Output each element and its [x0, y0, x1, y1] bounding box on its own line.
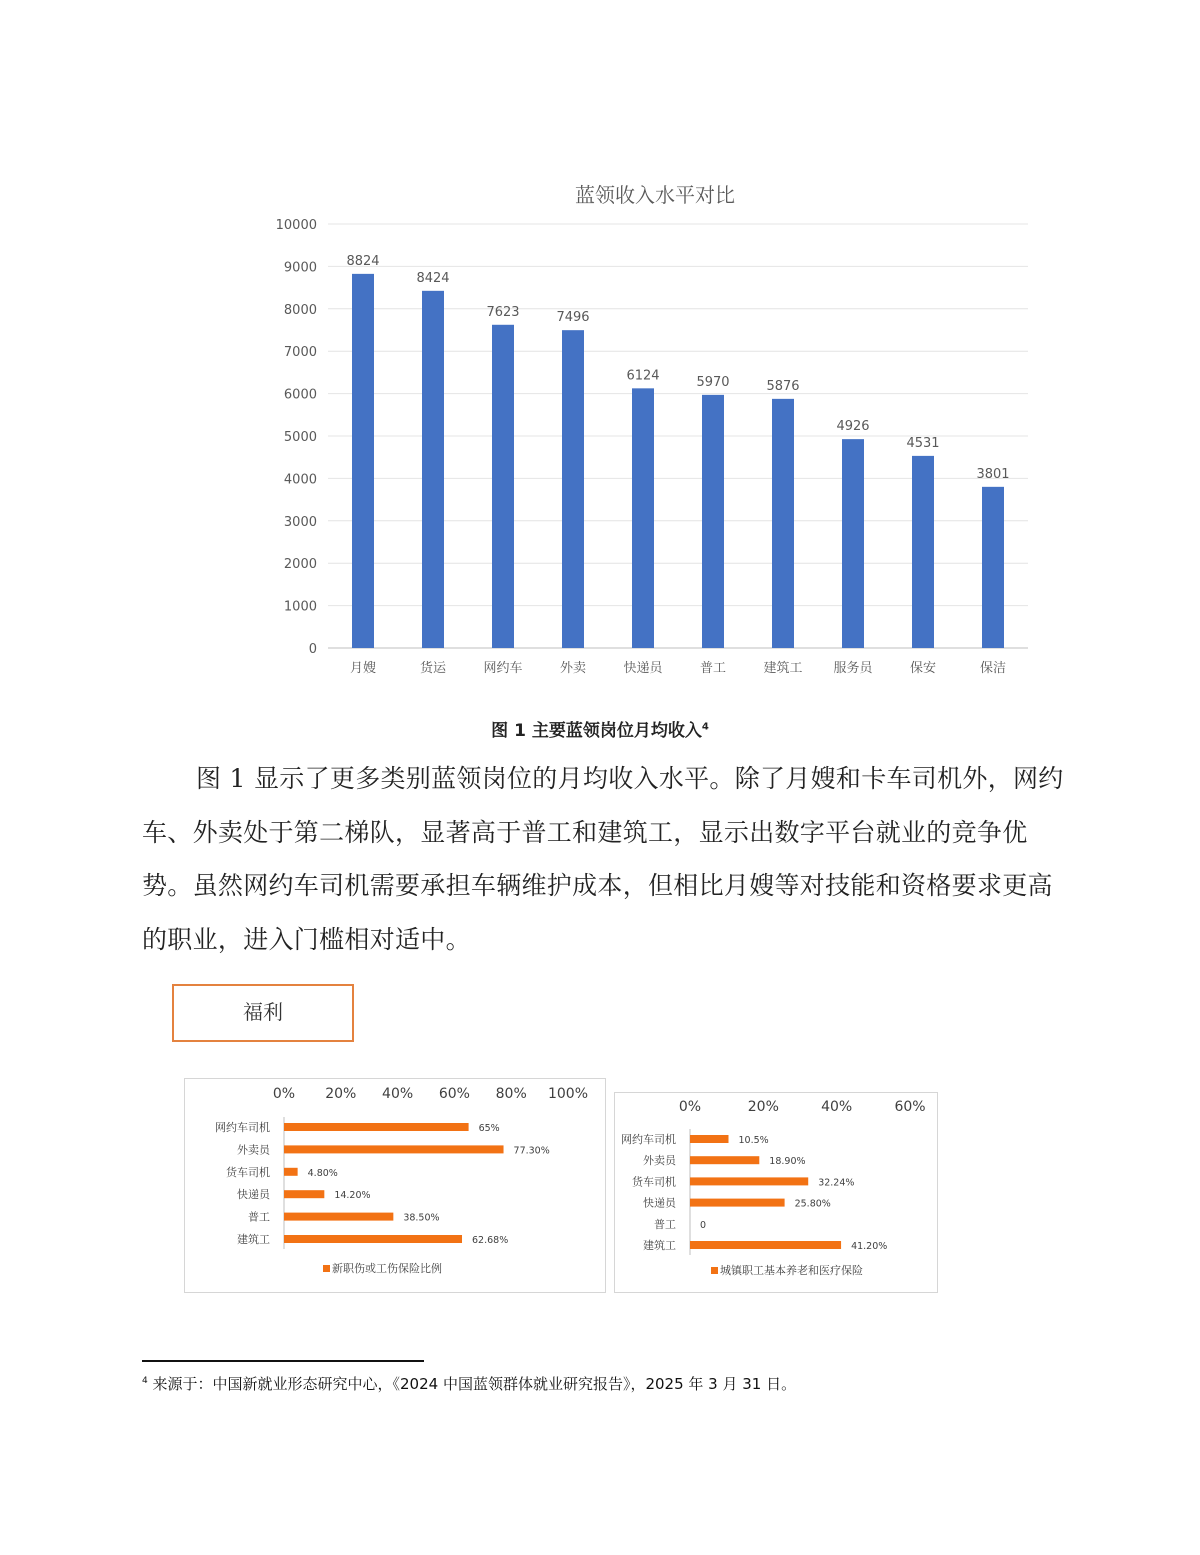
x-tick-label: 建筑工 [763, 661, 803, 676]
figure-caption [0, 716, 1200, 741]
pension-medical-chart [614, 1092, 938, 1293]
x-tick-label: 60% [894, 1099, 926, 1115]
y-tick-label: 1000 [283, 599, 317, 615]
x-tick-label: 20% [325, 1086, 357, 1102]
category-label: 网约车司机 [621, 1133, 676, 1146]
footnote [142, 1373, 796, 1394]
category-label: 货车司机 [632, 1175, 676, 1189]
legend-swatch [323, 1265, 330, 1272]
bar [690, 1241, 841, 1249]
bar [284, 1123, 469, 1131]
legend-label: 新职伤或工伤保险比例 [332, 1262, 442, 1275]
bar [284, 1168, 298, 1176]
bar [284, 1235, 462, 1243]
category-label: 货车司机 [226, 1165, 270, 1179]
data-label: 32.24% [818, 1177, 855, 1189]
bar [632, 388, 654, 648]
category-label: 网约车司机 [215, 1121, 270, 1134]
bar [690, 1135, 729, 1143]
x-tick-label: 服务员 [833, 661, 873, 676]
category-label: 建筑工 [237, 1233, 270, 1246]
injury-insurance-chart [184, 1078, 606, 1293]
data-label: 77.30% [513, 1145, 550, 1157]
pension-medical-plot [615, 1093, 937, 1292]
x-tick-label: 40% [382, 1086, 414, 1102]
x-tick-label: 0% [272, 1086, 296, 1102]
x-tick-label: 网约车 [483, 661, 523, 676]
data-label: 3801 [976, 466, 1010, 482]
bar [842, 439, 864, 648]
y-tick-label: 10000 [275, 218, 317, 233]
x-tick-label: 外卖 [559, 661, 587, 676]
data-label: 4.80% [307, 1167, 338, 1179]
category-label: 普工 [654, 1217, 676, 1231]
y-tick-label: 4000 [283, 472, 317, 488]
y-tick-label: 6000 [283, 387, 317, 403]
x-tick-label: 40% [821, 1099, 853, 1115]
y-tick-label: 0 [308, 642, 317, 657]
bar [284, 1213, 393, 1221]
bar [690, 1156, 759, 1164]
bar [690, 1177, 808, 1185]
category-label: 外卖员 [643, 1154, 676, 1168]
y-tick-label: 3000 [283, 514, 317, 530]
x-tick-label: 月嫂 [349, 661, 377, 676]
footnote-divider [142, 1360, 424, 1362]
data-label: 18.90% [769, 1156, 806, 1168]
bar [982, 487, 1004, 648]
bar [492, 325, 514, 648]
bar [352, 274, 374, 648]
x-tick-label: 普工 [699, 661, 727, 676]
data-label: 62.68% [472, 1235, 509, 1246]
data-label: 25.80% [794, 1198, 831, 1210]
category-label: 普工 [248, 1210, 270, 1224]
footnote-ref: 4 [701, 721, 709, 733]
y-tick-label: 7000 [283, 345, 317, 361]
data-label: 38.50% [403, 1212, 440, 1224]
data-label: 14.20% [334, 1190, 371, 1202]
legend-swatch [711, 1267, 718, 1274]
data-label: 5970 [696, 374, 730, 390]
bar [284, 1145, 504, 1153]
data-label: 65% [478, 1123, 500, 1134]
income-bar-chart [200, 140, 1050, 700]
footnote-text: 来源于：中国新就业形态研究中心，《2024 中国蓝领群体就业研究报告》，2025 年 3 月 31 日。 [152, 1375, 797, 1393]
bar [772, 399, 794, 648]
data-label: 10.5% [738, 1135, 769, 1146]
y-tick-label: 5000 [283, 430, 317, 445]
footnote-number: 4 [142, 1376, 148, 1386]
x-tick-label: 100% [547, 1086, 589, 1102]
category-label: 外卖员 [237, 1143, 270, 1157]
x-tick-label: 20% [747, 1099, 779, 1115]
x-tick-label: 保洁 [979, 661, 1007, 676]
y-tick-label: 2000 [283, 557, 317, 573]
chart-title: 蓝领收入水平对比 [575, 183, 735, 207]
x-tick-label: 保安 [909, 661, 937, 676]
bar [422, 291, 444, 648]
x-tick-label: 60% [438, 1086, 470, 1102]
injury-insurance-plot [185, 1079, 605, 1292]
data-label: 7623 [486, 304, 520, 320]
category-label: 快递员 [237, 1188, 270, 1202]
data-label: 5876 [766, 378, 800, 394]
data-label: 8424 [416, 270, 450, 286]
section-heading-welfare: 福利 [172, 984, 354, 1042]
figure-caption-text: 图 1 主要蓝领岗位月均收入 [491, 721, 702, 741]
bar [690, 1199, 785, 1207]
data-label: 6124 [626, 368, 660, 384]
data-label: 8824 [346, 253, 380, 269]
legend-label: 城镇职工基本养老和医疗保险 [720, 1264, 863, 1277]
x-tick-label: 0% [678, 1099, 702, 1115]
y-tick-label: 8000 [283, 302, 317, 318]
data-label: 41.20% [851, 1241, 888, 1252]
data-label: 7496 [556, 310, 590, 326]
data-label: 0 [700, 1219, 707, 1231]
body-paragraph: 图 1 显示了更多类别蓝领岗位的月均收入水平。除了月嫂和卡车司机外，网约车、外卖处于第二梯队，显著高于普工和建筑工，显示出数字平台就业的竞争优势。虽然网约车司机需要承担车辆维护成本，但相比月嫂等对技能和资格要求更高的职业，进入门槛相对适中。 [142, 764, 1064, 954]
bar [284, 1190, 324, 1198]
bar [562, 330, 584, 648]
data-label: 4926 [836, 419, 870, 435]
x-tick-label: 80% [495, 1086, 527, 1102]
x-tick-label: 货运 [419, 661, 447, 676]
bar [702, 395, 724, 648]
category-label: 建筑工 [643, 1239, 676, 1252]
x-tick-label: 快递员 [623, 661, 663, 676]
category-label: 快递员 [643, 1196, 676, 1210]
data-label: 4531 [906, 435, 940, 451]
bar [912, 456, 934, 648]
y-tick-label: 9000 [283, 260, 317, 276]
